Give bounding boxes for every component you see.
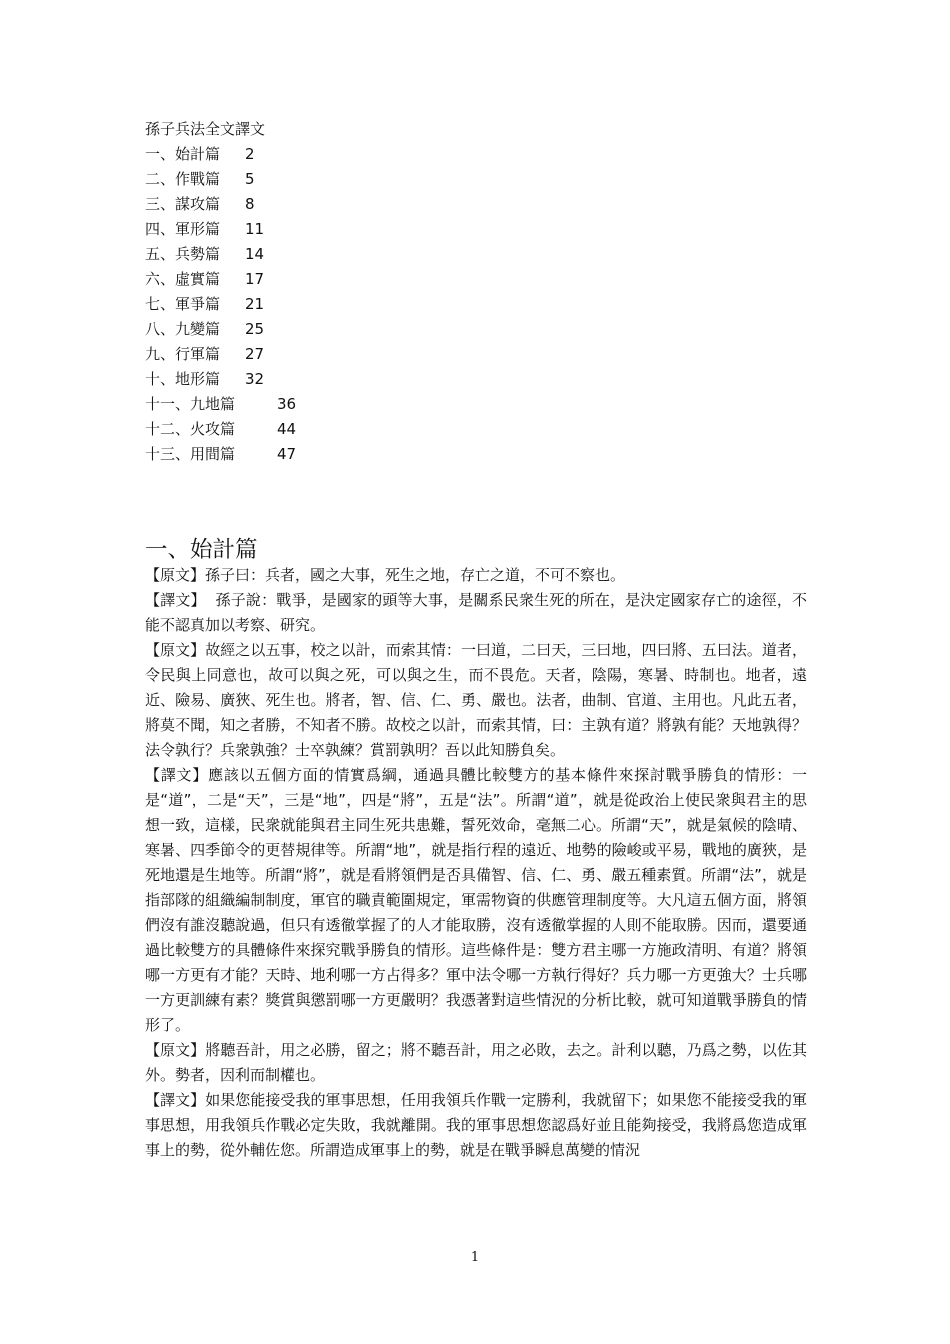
toc-entry-page: 14: [245, 245, 265, 263]
paragraph-text: 應該以五個方面的情實爲綱，通過具體比較雙方的基本條件來探討戰爭勝負的情形：一是“道”，二是“天”，三是“地”，四是“將”，五是“法”。所謂“道”，就是從政治上使民衆與君主的思想一致，這樣，民衆就能與君主同生死共患難，誓死效命，毫無二心。所謂“天”，就是氣候的陰晴、寒暑、四季節令的更替規律等。所謂“地”，就是指行程的遠近、地勢的險峻或平易，戰地的廣狹，是死地還是生地等。所謂“將”，就是看將領們是否具備智、信、仁、勇、嚴五種素質。所謂“法”，就是指部隊的組織編制制度，軍官的職責範圍規定，軍需物資的供應管理制度等。大凡這五個方面，將領們沒有誰沒聽說過，但只有透徹掌握了的人才能取勝，沒有透徹掌握的人則不能取勝。因而，還要通過比較雙方的具體條件來探究戰爭勝負的情形。這些條件是：雙方君主哪一方施政清明、有道？將領哪一方更有才能？天時、地利哪一方占得多？軍中法令哪一方執行得好？兵力哪一方更強大？士兵哪一方更訓練有素？獎賞與懲罰哪一方更嚴明？我憑著對這些情況的分析比較，就可知道戰爭勝負的情形了。: [145, 766, 807, 1034]
toc-entry-label: 八、九變篇: [145, 320, 221, 338]
paragraph-original: [145, 638, 807, 763]
toc-entry-label: 十二、火攻篇: [145, 420, 236, 438]
paragraph-tag: 【譯文】: [145, 766, 209, 784]
toc-entry-page: 36: [277, 395, 297, 413]
toc-entry-label: 三、謀攻篇: [145, 195, 221, 213]
toc-entry-label: 一、始計篇: [145, 145, 221, 163]
toc-entry-label: 二、作戰篇: [145, 170, 221, 188]
toc-entry-page: 2: [245, 145, 255, 163]
toc-entry-page: 44: [277, 420, 297, 438]
page-number: 1: [470, 1250, 480, 1265]
toc-entry[interactable]: [145, 267, 296, 292]
paragraph-text: 故經之以五事，校之以計，而索其情：一曰道，二曰天，三曰地，四曰將、五曰法。道者，令民與上同意也，故可以與之死，可以與之生，而不畏危。天者，陰陽，寒暑、時制也。地者，遠近、險易、廣狹、死生也。將者，智、信、仁、勇、嚴也。法者，曲制、官道、主用也。凡此五者，將莫不聞，知之者勝，不知者不勝。故校之以計，而索其情，曰：主孰有道？將孰有能？天地孰得？法令孰行？兵衆孰強？士卒孰練？賞罰孰明？吾以此知勝負矣。: [145, 641, 807, 759]
toc-entry-page: 8: [245, 195, 255, 213]
section-title: 一、始計篇: [145, 537, 258, 563]
toc-entry[interactable]: [145, 242, 296, 267]
toc-entry[interactable]: [145, 292, 296, 317]
paragraph-translation: [145, 1088, 807, 1163]
paragraph-text: 孫子曰：兵者，國之大事，死生之地，存亡之道，不可不察也。: [205, 566, 626, 584]
toc-entry[interactable]: [145, 217, 296, 242]
paragraph-original: [145, 1038, 807, 1088]
toc-entry-page: 17: [245, 270, 265, 288]
toc-entry-page: 11: [245, 220, 265, 238]
toc-entry[interactable]: [145, 342, 296, 367]
toc-entry[interactable]: [145, 192, 296, 217]
toc-entry-page: 21: [245, 295, 265, 313]
toc-entry[interactable]: [145, 417, 296, 442]
paragraph-translation: [145, 588, 807, 638]
toc-entry[interactable]: [145, 367, 296, 392]
toc-entry-label: 四、軍形篇: [145, 220, 221, 238]
toc-entry-label: 七、軍爭篇: [145, 295, 221, 313]
paragraph-translation: [145, 763, 807, 1038]
chapter-content: [145, 538, 807, 1163]
paragraph-text: 如果您能接受我的軍事思想，任用我領兵作戰一定勝利，我就留下；如果您不能接受我的軍事思想，用我領兵作戰必定失敗，我就離開。我的軍事思想您認爲好並且能夠接受，我將爲您造成軍事上的勢，從外輔佐您。所謂造成軍事上的勢，就是在戰爭瞬息萬變的情況: [145, 1091, 807, 1159]
toc-entry[interactable]: [145, 442, 296, 467]
paragraph-tag: 【原文】: [145, 641, 206, 659]
toc-entry-page: 5: [245, 170, 255, 188]
paragraph-tag: 【譯文】: [145, 1091, 206, 1109]
toc-entry-page: 25: [245, 320, 265, 338]
toc-entry-label: 十三、用間篇: [145, 445, 236, 463]
toc-entry-label: 十一、九地篇: [145, 395, 236, 413]
toc-entry-page: 47: [277, 445, 297, 463]
toc-entry-label: 十、地形篇: [145, 370, 221, 388]
paragraph-tag: 【原文】: [145, 1041, 206, 1059]
paragraph-original: [145, 563, 807, 588]
toc-entry[interactable]: [145, 317, 296, 342]
toc-entry[interactable]: [145, 392, 296, 417]
toc-title: 孫子兵法全文譯文: [145, 120, 266, 138]
toc-entry-page: 32: [245, 370, 265, 388]
table-of-contents: [145, 117, 296, 467]
toc-entry-page: 27: [245, 345, 265, 363]
toc-entry[interactable]: [145, 167, 296, 192]
toc-entry-label: 五、兵勢篇: [145, 245, 221, 263]
paragraph-tag: 【譯文】: [145, 591, 206, 609]
paragraph-text: 孫子說：戰爭，是國家的頭等大事，是關系民衆生死的所在，是決定國家存亡的途徑，不能不認真加以考察、研究。: [145, 591, 807, 634]
toc-entry-label: 六、虛實篇: [145, 270, 221, 288]
paragraph-tag: 【原文】: [145, 566, 206, 584]
paragraph-text: 將聽吾計，用之必勝，留之；將不聽吾計，用之必敗，去之。計利以聽，乃爲之勢，以佐其外。勢者，因利而制權也。: [145, 1041, 807, 1084]
toc-entry-label: 九、行軍篇: [145, 345, 221, 363]
toc-entry[interactable]: [145, 142, 296, 167]
